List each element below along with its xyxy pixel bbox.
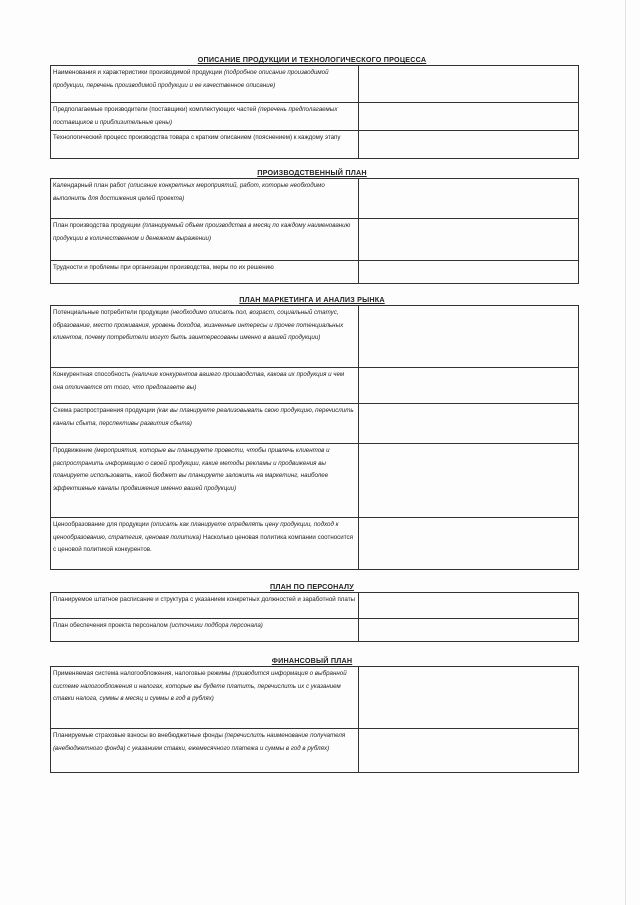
table-row xyxy=(51,667,579,729)
row-label: Календарный план работ (описание конкретных мероприятий, работ, которые необходимо выполнить для достижения целей проекта) xyxy=(51,179,359,219)
row-label: Продвижение (мероприятия, которые вы планируете провести, чтобы привлечь клиентов и распространить информацию о своей продукции, какие методы рекламы и продвижения вы планируете использовать, какой бюджет вы планируете заложить на маркетинг, наиболее эффективные каналы продвижения именно вашей продукции) xyxy=(51,444,359,518)
form-table xyxy=(50,305,579,570)
answer-cell[interactable] xyxy=(359,404,579,444)
form-table xyxy=(50,666,579,773)
answer-cell[interactable] xyxy=(359,66,579,103)
answer-cell[interactable] xyxy=(359,729,579,773)
answer-cell[interactable] xyxy=(359,368,579,404)
section-production-plan xyxy=(50,167,574,284)
answer-cell[interactable] xyxy=(359,103,579,131)
table-row xyxy=(51,444,579,518)
table-row xyxy=(51,368,579,404)
row-label: План обеспечения проекта персоналом (источники подбора персонала) xyxy=(51,619,359,642)
section-marketing-plan xyxy=(50,294,574,570)
answer-cell[interactable] xyxy=(359,593,579,619)
section-title: ПЛАН МАРКЕТИНГА И АНАЛИЗ РЫНКА xyxy=(239,295,385,304)
table-row xyxy=(51,619,579,642)
row-label: Потенциальные потребители продукции (необходимо описать пол, возраст, социальный статус, образование, место проживания, уровень доходов, жизненные интересы и прочее потенциальных клиентов, почему потребители могут быть заинтересованы именно в вашей продукции) xyxy=(51,306,359,368)
table-row xyxy=(51,179,579,219)
row-label: Схема распространения продукции (как вы планируете реализовывать свою продукцию, перечислить каналы сбыта, перспективы развития сбыта) xyxy=(51,404,359,444)
row-label: Планируемое штатное расписание и структура с указанием конкретных должностей и заработной платы xyxy=(51,593,359,619)
section-title: ФИНАНСОВЫЙ ПЛАН xyxy=(271,656,353,665)
scan-edge-line xyxy=(625,0,626,905)
answer-cell[interactable] xyxy=(359,667,579,729)
row-label: Ценообразование для продукции (описать как планируете определять цену продукции, подход к ценообразованию, стратегия, ценовая политика) Насколько ценовая политика компании соотносится с ценовой политикой конкурентов. xyxy=(51,518,359,570)
form-table xyxy=(50,178,579,284)
section-title: ОПИСАНИЕ ПРОДУКЦИИ И ТЕХНОЛОГИЧЕСКОГО ПРОЦЕССА xyxy=(197,55,427,64)
table-row xyxy=(51,131,579,159)
row-label: Конкурентная способность (наличие конкурентов вашего производства, какова их продукция и чем она отличается от того, что предлагаете вы) xyxy=(51,368,359,404)
answer-cell[interactable] xyxy=(359,179,579,219)
table-row xyxy=(51,103,579,131)
table-row xyxy=(51,219,579,261)
answer-cell[interactable] xyxy=(359,261,579,284)
table-row xyxy=(51,729,579,773)
row-label: Технологический процесс производства товара с кратким описанием (пояснением) к каждому этапу xyxy=(51,131,359,159)
table-row xyxy=(51,404,579,444)
answer-cell[interactable] xyxy=(359,619,579,642)
answer-cell[interactable] xyxy=(359,131,579,159)
section-personnel-plan xyxy=(50,581,574,642)
table-row xyxy=(51,518,579,570)
row-label: Трудности и проблемы при организации производства, меры по их решению xyxy=(51,261,359,284)
row-label: Планируемые страховые взносы во внебюджетные фонды (перечислить наименование получателя (внебюджетного фонда) с указанием ставки, ежемесячного платежа и суммы в год в рублях) xyxy=(51,729,359,773)
table-row xyxy=(51,306,579,368)
table-row xyxy=(51,593,579,619)
row-label: План производства продукции (планируемый объем производства в месяц по каждому наименованию продукции в количественном и денежном выражении) xyxy=(51,219,359,261)
row-label: Предполагаемые производители (поставщики) комплектующих частей (перечень предполагаемых поставщиков и приблизительные цены) xyxy=(51,103,359,131)
section-financial-plan xyxy=(50,655,574,773)
answer-cell[interactable] xyxy=(359,306,579,368)
table-row xyxy=(51,261,579,284)
answer-cell[interactable] xyxy=(359,518,579,570)
section-product-description xyxy=(50,54,574,159)
form-table xyxy=(50,592,579,642)
row-label: Применяемая система налогообложения, налоговые режимы (приводится информация о выбранной системе налогообложения и налогах, которые вы будете платить, перечислить их с указанием ставки налога, суммы в месяц и суммы в год в рублях) xyxy=(51,667,359,729)
answer-cell[interactable] xyxy=(359,444,579,518)
row-label: Наименования и характеристики производимой продукции (подробное описание производимой продукции, перечень производимой продукции и ее качественное описание) xyxy=(51,66,359,103)
section-title: ПРОИЗВОДСТВЕННЫЙ ПЛАН xyxy=(257,168,367,177)
section-title: ПЛАН ПО ПЕРСОНАЛУ xyxy=(270,582,354,591)
table-row xyxy=(51,66,579,103)
form-table xyxy=(50,65,579,159)
answer-cell[interactable] xyxy=(359,219,579,261)
